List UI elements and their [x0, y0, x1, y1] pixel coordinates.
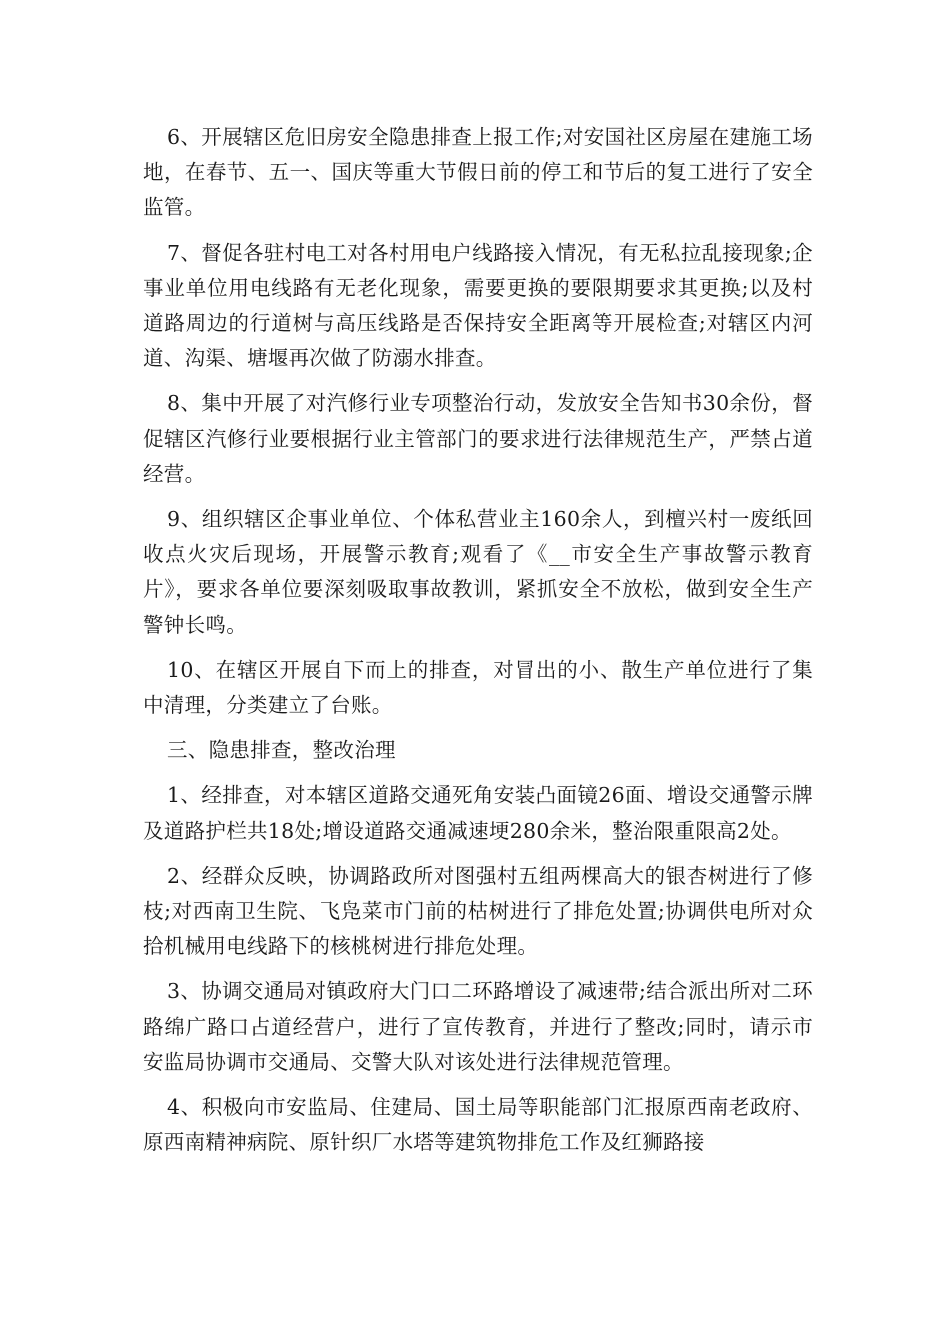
section-heading	[143, 733, 813, 768]
paragraph-text: 9、组织辖区企事业单位、个体私营业主160余人，到檀兴村一废纸回收点火灾后现场，开展警示教育;观看了《__市安全生产事故警示教育片》，要求各单位要深刻吸取事故教训，紧抓安全不放松，做到安全生产警钟长鸣。	[143, 507, 813, 637]
paragraph-item-9	[143, 502, 813, 643]
paragraph-item-6	[143, 120, 813, 226]
paragraph-item-7	[143, 236, 813, 377]
paragraph-text: 2、经群众反映，协调路政所对图强村五组两棵高大的银杏树进行了修枝;对西南卫生院、飞凫菜市门前的枯树进行了排危处置;协调供电所对众拾机械用电线路下的核桃树进行排危处理。	[143, 863, 813, 959]
paragraph-item-2	[143, 859, 813, 965]
paragraph-text: 8、集中开展了对汽修行业专项整治行动，发放安全告知书30余份，督促辖区汽修行业要根据行业主管部门的要求进行法律规范生产，严禁占道经营。	[143, 391, 813, 486]
paragraph-text: 6、开展辖区危旧房安全隐患排查上报工作;对安国社区房屋在建施工场地，在春节、五一、国庆等重大节假日前的停工和节后的复工进行了安全监管。	[143, 125, 813, 220]
paragraph-text: 3、协调交通局对镇政府大门口二环路增设了减速带;结合派出所对二环路绵广路口占道经营户，进行了宣传教育，并进行了整改;同时，请示市安监局协调市交通局、交警大队对该处进行法律规范管理。	[143, 979, 813, 1074]
document-body	[143, 120, 813, 1170]
paragraph-item-8	[143, 386, 813, 492]
section-heading-text: 三、隐患排查，整改治理	[167, 738, 396, 763]
paragraph-item-4	[143, 1090, 813, 1160]
paragraph-text: 4、积极向市安监局、住建局、国土局等职能部门汇报原西南老政府、原西南精神病院、原针织厂水塔等建筑物排危工作及红狮路接	[143, 1095, 813, 1155]
paragraph-item-1	[143, 778, 813, 848]
paragraph-text: 7、督促各驻村电工对各村用电户线路接入情况，有无私拉乱接现象;企事业单位用电线路有无老化现象，需要更换的要限期要求其更换;以及村道路周边的行道树与高压线路是否保持安全距离等开展检查;对辖区内河道、沟渠、塘堰再次做了防溺水排查。	[143, 240, 813, 371]
paragraph-text: 1、经排查，对本辖区道路交通死角安装凸面镜26面、增设交通警示牌及道路护栏共18处;增设道路交通减速埂280余米，整治限重限高2处。	[143, 783, 813, 843]
paragraph-item-3	[143, 974, 813, 1080]
paragraph-item-10	[143, 653, 813, 723]
paragraph-text: 10、在辖区开展自下而上的排查，对冒出的小、散生产单位进行了集中清理，分类建立了台账。	[143, 657, 813, 718]
